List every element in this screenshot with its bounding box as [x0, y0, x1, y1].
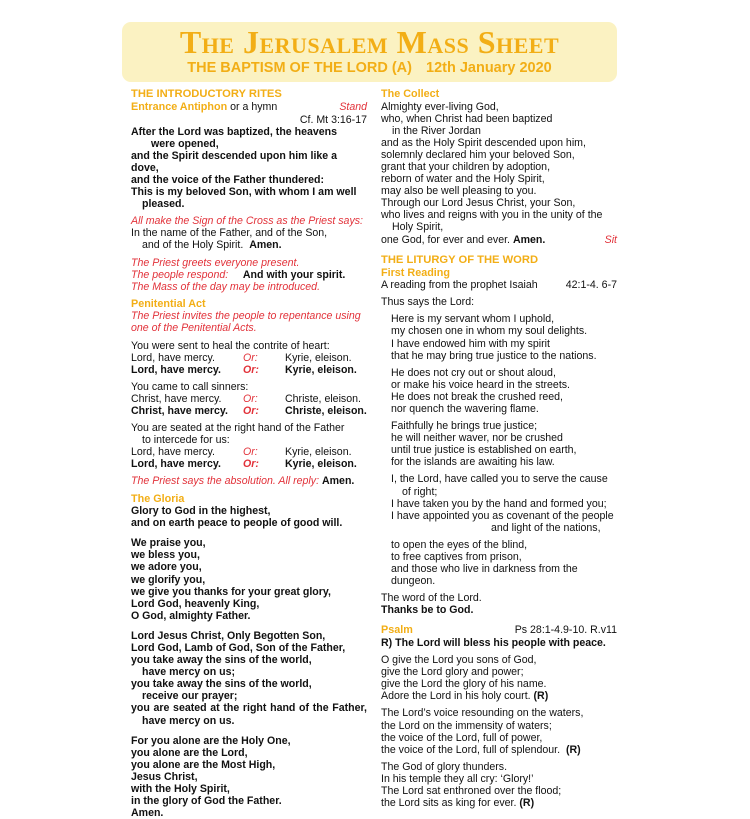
first-reading-heading: First Reading: [381, 266, 450, 279]
antiphon-line-1: After the Lord was baptized, the heavens: [131, 125, 338, 138]
gloria-line: have mercy on us;: [142, 666, 236, 679]
antiphon-or: or a hymn: [227, 101, 278, 113]
word-heading: THE LITURGY OF THE WORD: [381, 253, 539, 266]
reading-line: Here is my servant whom I uphold,: [391, 313, 555, 326]
psalm-line: the Lord sits as king for ever.: [381, 797, 517, 810]
gloria-line: you are seated at the right hand of the Father,: [131, 702, 367, 715]
right-column: [381, 88, 617, 809]
gloria-line: we glorify you,: [131, 573, 206, 586]
collect-line: reborn of water and the Holy Spirit,: [381, 173, 545, 186]
reading-line: Faithfully he brings true justice;: [391, 420, 538, 433]
gloria-line: in the glory of God the Father.: [131, 795, 282, 808]
psalm-heading: Psalm: [381, 624, 413, 637]
psalm-line: give the Lord glory and power;: [381, 666, 524, 679]
gloria-line: Lord God, heavenly King,: [131, 597, 260, 610]
antiphon-line-2: were opened,: [151, 137, 219, 150]
collect-line: solemnly declared him your beloved Son,: [381, 148, 575, 161]
collect-text: [381, 101, 617, 246]
reading-line: for the islands are awaiting his law.: [391, 456, 555, 469]
psalm-line: The Lord’s voice resounding on the waters,: [381, 707, 584, 720]
respond-text: And with your spirit.: [242, 268, 346, 281]
gloria-stanza-4: [131, 735, 367, 819]
antiphon-ref: Cf. Mt 3:16-17: [299, 113, 367, 126]
gloria-stanza-2: [131, 537, 367, 622]
gloria-line: have mercy on us.: [142, 714, 235, 727]
collect-line: Almighty ever-living God,: [381, 100, 499, 113]
reading-line: He does not break the crushed reed,: [391, 390, 563, 403]
word-of-lord: The word of the Lord.: [381, 592, 482, 605]
psalm-line: In his temple they all cry: ‘Glory!’: [381, 772, 534, 785]
psalm-response: R) The Lord will bless his people with peace.: [381, 636, 606, 649]
reading-line: my chosen one in whom my soul delights.: [391, 325, 588, 338]
collect-line: Holy Spirit,: [392, 221, 444, 234]
reading-line: and those who live in darkness from the dungeon.: [391, 563, 578, 588]
pen-alt: Kyrie, eleison.: [285, 351, 352, 364]
gloria-line: For you alone are the Holy One,: [131, 734, 291, 747]
collect-line: who lives and reigns with you in the unity of the: [381, 209, 603, 222]
gloria-stanza-1: [131, 505, 367, 529]
isaiah-stanza-5: [381, 539, 617, 587]
or-label: Or:: [243, 446, 258, 459]
pen-line: Lord, have mercy.: [131, 446, 215, 459]
gloria-line: you take away the sins of the world,: [131, 654, 312, 667]
psalm-ref: Ps 28:1-4.9-10. R.v11: [514, 624, 617, 637]
pen-alt: Kyrie, eleison.: [285, 446, 352, 459]
feast-date: 12th January 2020: [426, 60, 552, 76]
antiphon-line: [131, 101, 367, 114]
or-label: Or:: [243, 458, 259, 471]
gloria-stanza-3: [131, 630, 367, 727]
sign-amen: Amen.: [249, 239, 282, 252]
gloria-line: we adore you,: [131, 561, 202, 574]
gloria-line: we bless you,: [131, 549, 200, 562]
reading-line: nor quench the wavering flame.: [391, 402, 539, 415]
gloria-line: we give you thanks for your great glory,: [131, 585, 331, 598]
collect-line: grant that your children by adoption,: [381, 160, 551, 173]
penitential-rubric-1: The Priest invites the people to repentance using: [131, 310, 361, 323]
psalm-stanza-2: [381, 707, 617, 755]
pen-alt-response: Christe, eleison.: [285, 404, 367, 417]
pen-intro: You are seated at the right hand of the Father: [131, 422, 345, 435]
mass-rubric: The Mass of the day may be introduced.: [131, 280, 321, 293]
pen-group-2: [131, 381, 367, 417]
pen-response: Lord, have mercy.: [131, 458, 221, 471]
pen-response: Christ, have mercy.: [131, 404, 228, 417]
or-label: Or:: [243, 404, 259, 417]
respond-rubric: The people respond:: [131, 268, 229, 281]
reading-line: I have endowed him with my spirit: [391, 337, 550, 350]
gloria-line: and on earth peace to people of good will.: [131, 517, 343, 530]
isaiah-stanza-2: [381, 367, 617, 415]
pen-alt-response: Kyrie, eleison.: [285, 363, 357, 376]
collect-line: may also be well pleasing to you.: [381, 185, 537, 198]
psalm-line: The Lord sat enthroned over the flood;: [381, 785, 562, 797]
sit-rubric: Sit: [604, 233, 617, 246]
reading-line: I have taken you by the hand and formed you;: [391, 497, 607, 510]
antiphon-line-3: and the Spirit descended upon him like a dove,: [131, 149, 338, 174]
pen-intro-cont: to intercede for us:: [142, 434, 230, 447]
or-label: Or:: [243, 363, 259, 376]
gloria-line: Lord Jesus Christ, Only Begotten Son,: [131, 629, 326, 642]
thanks-response: Thanks be to God.: [381, 604, 474, 617]
gloria-line: receive our prayer;: [142, 690, 238, 703]
psalm-line: the voice of the Lord, full of power,: [381, 731, 543, 744]
reading-line: I, the Lord, have called you to serve the cause: [391, 473, 608, 486]
collect-line: and as the Holy Spirit descended upon him,: [381, 136, 586, 149]
antiphon-line-6: pleased.: [142, 198, 185, 211]
reading-line: until true justice is established on earth,: [391, 444, 577, 457]
gloria-line: with the Holy Spirit,: [131, 783, 230, 795]
isaiah-stanza-3: [381, 420, 617, 468]
isaiah-stanza-1: [381, 313, 617, 361]
collect-line: who, when Christ had been baptized: [381, 112, 553, 125]
psalm-line: Adore the Lord in his holy court.: [381, 690, 531, 703]
pen-intro: You came to call sinners:: [131, 380, 249, 393]
antiphon-label: Entrance Antiphon: [131, 101, 228, 113]
pen-group-3: [131, 422, 367, 470]
greet-rubric: The Priest greets everyone present.: [131, 256, 300, 269]
reading-line: or make his voice heard in the streets.: [391, 378, 571, 391]
feast-line: [122, 59, 617, 77]
collect-line: one God, for ever and ever.: [381, 233, 510, 246]
gloria-heading: The Gloria: [131, 492, 185, 505]
reading-line: that he may bring true justice to the nations.: [391, 349, 597, 362]
absolution-amen: Amen.: [321, 475, 355, 488]
antiphon-line-4: and the voice of the Father thundered:: [131, 173, 325, 186]
gloria-line: We praise you,: [131, 537, 206, 550]
pen-alt: Christe, eleison.: [285, 392, 361, 405]
sign-line-1: In the name of the Father, and of the Son,: [131, 227, 328, 240]
or-label: Or:: [243, 351, 258, 364]
header-banner: [122, 22, 617, 82]
gloria-line: you alone are the Most High,: [131, 758, 276, 771]
sign-rubric: All make the Sign of the Cross as the Priest says:: [131, 215, 363, 228]
penitential-heading: Penitential Act: [131, 297, 206, 310]
absolution-rubric: The Priest says the absolution. All reply:: [131, 475, 320, 488]
sheet-title: The Jerusalem Mass Sheet: [179, 24, 560, 60]
pen-response: Lord, have mercy.: [131, 363, 221, 376]
gloria-line: Glory to God in the highest,: [131, 505, 271, 518]
gloria-line: you alone are the Lord,: [131, 746, 248, 759]
sign-line-2: and of the Holy Spirit.: [142, 239, 244, 252]
collect-heading: The Collect: [381, 88, 440, 100]
collect-amen: Amen.: [512, 233, 546, 246]
stand-rubric: Stand: [339, 101, 367, 113]
reading-line: He does not cry out or shout aloud,: [391, 366, 556, 379]
antiphon-text: [131, 126, 367, 211]
or-label: Or:: [243, 392, 258, 405]
collect-line: in the River Jordan: [392, 124, 481, 137]
reading-ref: 42:1-4. 6-7: [565, 279, 617, 292]
feast-name: THE BAPTISM OF THE LORD (A): [187, 60, 412, 76]
response-mark: (R): [533, 690, 549, 703]
reading-intro: A reading from the prophet Isaiah: [381, 279, 538, 292]
thus-says: Thus says the Lord:: [381, 296, 475, 309]
pen-line: Christ, have mercy.: [131, 392, 222, 405]
reading-line: and light of the nations,: [491, 521, 601, 534]
collect-line: Through our Lord Jesus Christ, your Son,: [381, 197, 576, 210]
pen-intro: You were sent to heal the contrite of heart:: [131, 339, 330, 352]
gloria-line: O God, almighty Father.: [131, 609, 251, 622]
penitential-rubric-2: one of the Penitential Acts.: [131, 322, 257, 335]
intro-rites-heading: THE INTRODUCTORY RITES: [131, 88, 282, 100]
psalm-line: O give the Lord you sons of God,: [381, 654, 537, 667]
isaiah-stanza-4: [381, 473, 617, 533]
psalm-stanza-1: [381, 654, 617, 702]
gloria-line: Lord God, Lamb of God, Son of the Father,: [131, 641, 346, 654]
pen-line: Lord, have mercy.: [131, 351, 215, 364]
left-column: [131, 88, 367, 819]
reading-line: of right;: [402, 485, 438, 498]
reading-line: I have appointed you as covenant of the people: [391, 509, 614, 522]
psalm-line: the Lord on the immensity of waters;: [381, 719, 552, 732]
gloria-line: Amen.: [131, 807, 164, 819]
psalm-stanza-3: [381, 761, 617, 809]
reading-line: to open the eyes of the blind,: [391, 538, 528, 551]
response-mark: (R): [565, 743, 581, 756]
psalm-line: give the Lord the glory of his name.: [381, 678, 547, 691]
pen-group-1: [131, 340, 367, 376]
reading-line: he will neither waver, nor be crushed: [391, 432, 563, 445]
gloria-line: Jesus Christ,: [131, 770, 198, 783]
pen-alt-response: Kyrie, eleison.: [285, 458, 357, 471]
penitential-rubric: [131, 310, 367, 334]
reading-line: to free captives from prison,: [391, 551, 522, 563]
antiphon-line-5: This is my beloved Son, with whom I am well: [131, 186, 357, 199]
response-mark: (R): [519, 797, 535, 810]
gloria-line: you take away the sins of the world,: [131, 678, 312, 691]
psalm-line: the voice of the Lord, full of splendour.: [381, 743, 561, 756]
psalm-line: The God of glory thunders.: [381, 760, 508, 773]
